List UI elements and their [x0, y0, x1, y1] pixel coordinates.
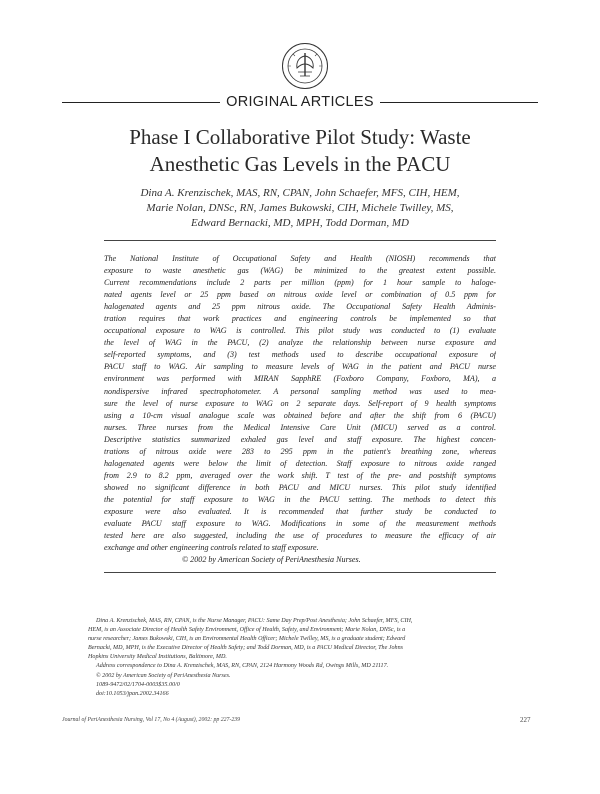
abstract-top-rule	[104, 240, 496, 241]
footnote-line: Hopkins University Medical Institutions, Baltimore, MD.	[88, 654, 227, 661]
footnote-line: © 2002 by American Society of PeriAnesthesia Nurses.	[96, 672, 231, 679]
footnote-line: 1089-9472/02/1704-0003$35.00/0	[96, 681, 180, 688]
author-line: Dina A. Krenzischek, MAS, RN, CPAN, John Schaefer, MFS, CIH, HEM,	[140, 187, 460, 199]
abstract-line: self-reported symptoms, and (3) test methods used to describe occupational exposure of	[104, 350, 496, 360]
abstract-bottom-rule	[104, 572, 496, 573]
author-list	[70, 186, 530, 231]
abstract-line: occupational exposure to WAG is controlled. This pilot study was conducted to (1) evaluate	[104, 326, 496, 336]
section-rule-left	[62, 102, 220, 103]
author-line: Marie Nolan, DNSc, RN, James Bukowski, CIH, Michele Twilley, MS,	[146, 202, 454, 214]
abstract-line: evaluate PACU staff exposure to WAG. Modifications in some of the measurement methods	[104, 519, 496, 529]
abstract-line: Current recommendations include 2 parts per million (ppm) for 1 hour sample to haloge-	[104, 278, 496, 288]
abstract-line: from 2.9 to 8.2 ppm, averaged over the work shift. T test of the pre- and postshift symptoms	[104, 470, 496, 480]
abstract-line: the level of WAG in the PACU, (2) analyze the relationship between nurse exposure and	[104, 338, 496, 348]
abstract-line: exposure to waste anesthetic gas (WAG) be minimized to the greatest extent possible.	[104, 266, 496, 276]
author-line: Edward Bernacki, MD, MPH, Todd Dorman, MD	[191, 217, 409, 229]
abstract-line: tested here are also suggested, including the use of procedures to measure the efficacy of air	[104, 531, 496, 541]
title-line: Anesthetic Gas Levels in the PACU	[149, 152, 451, 176]
abstract-line: exchange and other engineering controls related to staff exposure.	[104, 543, 319, 553]
section-rule-right	[380, 102, 538, 103]
page-number: 227	[520, 716, 531, 724]
abstract-copyright: © 2002 by American Society of PeriAnesthesia Nurses.	[182, 555, 361, 565]
abstract-line: exposure were also evaluated. It is recommended that further study be conducted to	[104, 506, 496, 516]
abstract-line: The National Institute of Occupational Safety and Health (NIOSH) recommends that	[104, 254, 496, 263]
abstract-line: PACU staff to WAG. Air sampling to measure levels of WAG in the patient and PACU nurse	[104, 362, 496, 372]
footnote-line: doi:10.1053/jpan.2002.34166	[96, 690, 169, 697]
journal-citation: Journal of PeriAnesthesia Nursing, Vol 17, No 4 (August), 2002: pp 227-239	[62, 717, 241, 723]
footnote-line: nurse researcher; James Bukowski, CIH, is an Environmental Health Officer; Michele Twilley, MS, is a graduate student; Edward	[88, 636, 406, 643]
abstract	[104, 253, 496, 566]
footnote-line: Bernacki, MD, MPH, is the Executive Director of Health Safety; and Todd Dorman, MD, is a PACU Medical Director, The Johns	[88, 645, 404, 652]
abstract-line: sure the level of nurse exposure to WAG on 2 separate days. Self-report of 9 health symptoms	[104, 398, 496, 408]
abstract-line: halogenated agents were below the limit of detection. Staff exposure to nitrous oxide ranged	[104, 458, 496, 468]
section-heading: ORIGINAL ARTICLES	[226, 94, 374, 110]
society-seal-logo	[281, 42, 329, 90]
abstract-line: showed no significant difference in both PACU and MICU nurses. This pilot study identified	[104, 482, 496, 492]
article-title	[60, 124, 540, 178]
abstract-line: trations of nitrous oxide were 283 to 295 ppm in the patient's breathing zone, whereas	[104, 446, 496, 456]
author-footnotes	[88, 617, 524, 699]
title-line: Phase I Collaborative Pilot Study: Waste	[129, 125, 471, 149]
abstract-line: the potential for staff exposure to WAG in the PACU setting. The methods to detect this	[104, 494, 496, 504]
abstract-line: nurses. Three nurses from the Medical Intensive Care Unit (MICU) served as a control.	[104, 422, 496, 432]
abstract-line: tration requires that work practices and engineering controls be implemented so that	[104, 314, 496, 324]
footnote-line: HEM, is an Associate Director of Health Safety Environment, Office of Health, Safety, and Environment; Marie Nolan, DNSc, is a	[88, 627, 406, 634]
abstract-line: nondispersive infrared spectrophotometer. A personal sampling method was used to mea-	[104, 386, 496, 396]
abstract-line: nated agents level or 25 ppm based on nitrous oxide level or combination of 0.5 ppm for	[104, 290, 496, 300]
footnote-line: Dina A. Krenzischek, MAS, RN, CPAN, is the Nurse Manager, PACU: Same Day Prep/Post Anesthesia; John Schaefer, MFS, CIH,	[96, 618, 413, 624]
abstract-line: environment was performed with MIRAN SapphRE (Foxboro Company, Foxboro, MA), a	[104, 374, 496, 384]
abstract-line: using a 10-cm visual analogue scale was obtained before and after the shift from 6 (PACU)	[104, 410, 496, 420]
footnote-line: Address correspondence to Dina A. Krenzischek, MAS, RN, CPAN, 2124 Harmony Woods Rd, Owings Mills, MD 21117.	[96, 663, 389, 670]
abstract-line: halogenated agents and 25 ppm nitrous oxide. The Occupational Safety Health Adminis-	[104, 302, 496, 312]
abstract-line: Descriptive statistics summarized exhaled gas level and staff exposure. The highest concen-	[104, 434, 496, 444]
